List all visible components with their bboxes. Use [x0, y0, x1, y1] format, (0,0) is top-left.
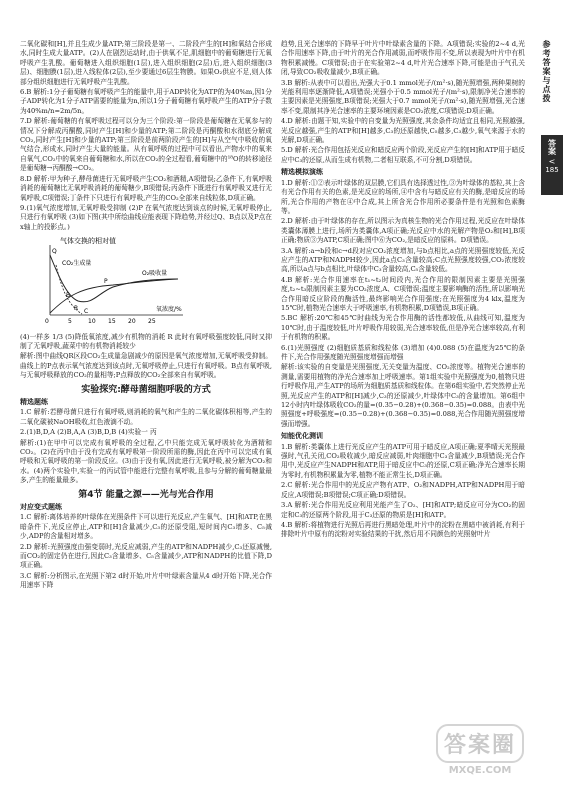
- watermark-text: 答案圈: [436, 724, 524, 763]
- point-q-label: Q: [52, 248, 57, 256]
- subsection-heading: 精选模拟演练: [281, 168, 323, 177]
- point-c-label: C: [84, 308, 89, 316]
- answer-paragraph: 4.B 解析:将植物进行光照后再进行黑暗处理,叶片中的淀粉在黑暗中被消耗,有利于排除叶片中原有的淀粉对实验结果的干扰,然后用不同颜色的光照射叶片: [281, 520, 525, 539]
- side-margin: [535, 0, 563, 791]
- answer-paragraph: 2.D 解析:光照强度由强变弱时,光反应减弱,产生的ATP和NADPH减少,C₃还原减慢,而CO₂的固定仍在进行,因此C₃含量增多、C₅含量减少,ATP和NADPH的比值下降,D项正确。: [20, 542, 272, 570]
- answer-paragraph: 解析:图中曲线QR区段CO₂生成量急剧减少的原因是氧气浓度增加,无氧呼吸受抑制。曲线上的P点表示氧气浓度达到该点时,无氧呼吸停止,只进行有氧呼吸。B点有氧呼吸,与无氧呼吸释放的CO₂的量相等;P点释放的CO₂全部来自有氧呼吸。: [20, 352, 272, 380]
- answer-paragraph: 9.(1)氧气浓度增加,无氧呼吸受抑制 (2)P 在氧气浓度达到该点的时候,无氧呼吸停止,只进行有氧呼吸 (3)如下图(其中所绘曲线应能表现下降趋势,并经过Q、B点以及P点在x轴上的投影点。): [20, 203, 272, 231]
- answer-paragraph: 1.B 解析:类囊体上进行光反应产生的ATP可用于暗反应,A项正确;夏季晴天光照最强时,气孔关闭,CO₂吸收减少,暗反应减弱,叶肉细胞中C₃含量减少,B项错误;光合作用中,光反应产生NADPH和ATP,用于暗反应中C₃的还原,C项正确;净光合速率长期为零时,有机物积累量为零,植物不能正常生长,D项正确。: [281, 442, 525, 479]
- answer-tab-label: 答案: [547, 139, 557, 155]
- point-p-label: P: [104, 278, 108, 286]
- origin-label: 0: [45, 318, 49, 326]
- left-column: [20, 40, 272, 592]
- answer-paragraph: 解析:(1)在甲中可以完成有氧呼吸的全过程,乙中只能完成无氧呼吸转化为酒精和CO₂。(2)在丙中由于没有完成有氧呼吸第一阶段所需的酶,因此在丙中可以完成有氧呼吸和无氧呼吸的第一阶段反应。(3)由于没有氧,因此进行无氧呼吸,被分解为CO₂和水。(4)两个实验中,实验一的丙试管中能进行完整有氧呼吸,且参与分解的葡萄糖量最多,产生的能量最多。: [20, 438, 272, 485]
- answer-paragraph: 2.C 解析:光合作用中的光反应产物有ATP、O₂和NADPH,ATP和NADPH用于暗反应,A项错误;B项错误;C项正确;D项错误。: [281, 481, 525, 499]
- answer-paragraph: 5.BC 解析:20℃和45℃时曲线为光合作用酶的活性都较低,从曲线可知,温度为10℃时,由于温度较低,叶片呼吸作用较弱,光合速率较低,但是净光合速率较高,有利于有机物的积累。: [281, 314, 525, 342]
- point-r-label: R: [74, 305, 79, 313]
- point-b-label: B: [66, 292, 71, 300]
- o2-label: O₂吸收量: [142, 270, 168, 278]
- answer-tab: [541, 135, 563, 195]
- section-heading: 第4节 能量之源——光与光合作用: [78, 489, 214, 500]
- answer-paragraph: 4.B 解析:光合作用速率在t₁~t₂时间段内,光合作用的限制因素主要是光照强度,t₂~t₃限制因素主要为CO₂浓度,A、C项错误;温度主要影响酶的活性,所以影响光合作用暗反应阶段的酶活性,最终影响光合作用强度;在光照强度为4 klx,温度为15℃时,植物光合速率大于呼吸速率,有机物积累,D项错误,B项正确。: [281, 275, 525, 312]
- answer-paragraph: 解析:该实验的自变量是光照强度,无关变量为温度、CO₂浓度等。植物光合速率的测量,需要用植物的净光合速率加上呼吸速率。第1组实验中光照强度为0,植物只进行呼吸作用,产生ATP的场所为细胞质基质和线粒体。在第6组实验中,若突然停止光照,光反应产生的ATP和[H]减少,C₃的还原减少,叶绿体中C₃的含量增加。第6组中12小时内叶绿体吸收CO₂的量=(0.35−0.28)+(0.368−0.35)=0.088。由表中光照强度+呼吸强度=(0.35−0.28)+(0.368−0.35)=0.088,光合作用随光照强度增强而增强。: [281, 363, 525, 428]
- right-column: [281, 40, 525, 541]
- page-number: 185: [545, 166, 559, 174]
- answer-paragraph: 3.A 解析:光合作用光反应利用光能产生了O₂、[H]和ATP;暗反应可分为CO₂的固定和C₃的还原两个阶段,用于C₃还原的物质是[H]和ATP。: [281, 501, 525, 519]
- subsection-heading: 精选题练: [20, 397, 48, 406]
- answer-paragraph: 1.C 解析:离体培养的叶绿体在光照条件下可以进行光反应,产生氧气、[H]和ATP,在黑暗条件下,光反应停止,ATP和[H]含量减少,C₃的还原受阻,短时间内C₃增多、C₅减少,ADP的含量相对增多。: [20, 513, 272, 541]
- subsection-heading: 知能优化测训: [281, 432, 323, 441]
- diagram-title: 气体交换的相对值: [60, 237, 116, 246]
- x-tick: 10: [88, 318, 96, 326]
- subsection-heading: 对应变式题练: [20, 503, 62, 512]
- answer-paragraph: 2.D 解析:由于叶绿体的存在,所以图示为真核生物的光合作用过程,光反应在叶绿体类囊体薄膜上进行,场所为类囊体,A项正确;光反应中水的光解产物是O₂和[H],B项正确;物质③为ATP,C项正确;图中⑥为CO₂,是暗反应的原料。D项错误。: [281, 217, 525, 245]
- answer-paragraph: 二氧化碳和[H],并且生成少量ATP;第三阶段是第一、二阶段产生的[H]和氧结合形成水,同时生成大量ATP。(2)人在剧烈运动时,由于供氧不足,肌细胞中的葡萄糖进行无氧呼吸产生乳酸。葡萄糖进入组织细胞(1层),进入组织细胞(2层)后,进入组织细胞(3层)、细胞膜(1层),进入线粒体(2层),至少要通过6层生物膜。如果O₂供应不足,则人体部分组织细胞进行无氧呼吸产生乳酸。: [20, 40, 272, 86]
- co2-label: CO₂生成量: [62, 260, 92, 268]
- gas-exchange-diagram: [38, 235, 188, 327]
- watermark-logo: [424, 724, 536, 782]
- section-heading: 实验探究:酵母菌细胞呼吸的方式: [81, 384, 211, 395]
- chevron-left-icon: <: [548, 157, 556, 166]
- answer-paragraph: 1.D 解析:①②表示叶绿体的双层膜,它们具有选择透过性,③为叶绿体的基粒,其上含有光合作用有关的色素,是光反应的场所,④中含有与暗反应有关的酶,是暗反应的场所,光合作用的产物在④中合成,其上所含光合作用所必要条件是有光照和色素酶等。: [281, 178, 525, 215]
- answer-paragraph: 2.(1)B,D,A (2)B,A,A (3)B,D,B (4)实验一 丙: [20, 428, 157, 437]
- x-tick: 5: [68, 318, 72, 326]
- answer-paragraph: (4)一样多 1/3 (5)降低氧浓度,减少有机物的消耗 R 此时有氧呼吸强度较低,同时又抑制了无氧呼吸,蔬菜中的有机物消耗较少: [20, 332, 272, 350]
- answer-paragraph: 趋势,且光合速率的下降早于叶片中叶绿素含量的下降。A项错误;实验的2~4 d,光合作用速率下降,由于叶片的光合作用减弱,而呼吸作用不变,所以表现为叶片中有机物积累减慢。C项错误;由于在实验第2~4 d,叶片光合速率下降,可能是由于气孔关闭,导致CO₂吸收量减少,B项正确。: [281, 40, 525, 77]
- answer-paragraph: 8.D 解析:甲为种子,酵母菌进行无氧呼吸产生CO₂和酒精,A项错误;乙条件下,有氧呼吸消耗的葡萄糖比无氧呼吸消耗的葡萄糖少,B项错误;丙条件下既进行有氧呼吸又进行无氧呼吸,C项错误;丁条件下只进行有氧呼吸,产生的CO₂全部来自线粒体,D项正确。: [20, 174, 272, 202]
- vertical-section-title: 参考答案与点拨: [542, 40, 551, 103]
- answer-paragraph: 3.A 解析:a→b段和c→d段对应CO₂浓度增加,与b点相比,a点的光照强度较低,光反应产生的ATP和NADPH较少,因此a点C₃含量较高;C点光照强度较强,CO₂浓度较高,所以a点与b点相比,叶绿体中C₃含量较高,C₅含量较低。: [281, 246, 525, 274]
- answer-paragraph: 6.B 解析:1分子葡萄糖有氧呼吸产生的能量中,用于ADP转化为ATP的为40%m,因1分子ADP转化为1分子ATP需要的能量为n,所以1分子葡萄糖有氧呼吸产生的ATP分子数为40%m/n=2m/5n。: [20, 88, 272, 115]
- answer-paragraph: 3.B 解析:从表中可以看出,光强大于0.1 mmol光子/(m²·s),随光照增强,两种果树的光能利用率逐渐降低,A项错误;光强小于0.5 mmol光子/(m²·s),限制净光合速率的主要因素是光照强度,B项错误;光强大于0.7 mmol光子/(m²·s),随光照增强,光合速率不变,限制其净光合速率的主要环境因素是CO₂浓度,C项错误;D项正确。: [281, 78, 525, 115]
- x-axis-label: 氧浓度/%: [156, 306, 182, 314]
- x-tick: 20: [128, 318, 136, 326]
- watermark-url: MXQE.COM: [448, 765, 512, 776]
- answer-paragraph: 5.D 解析:光合作用包括光反应和暗反应两个阶段,光反应产生的[H]和ATP用于暗反应中C₃的还原,从而生成有机物,二者相互联系,不可分割,D项错误。: [281, 146, 525, 164]
- answer-paragraph: 4.D 解析:由题干知,实验中的自变量为光照强度,其余条件均适宜且相同,光照越强,光反应越强,产生的ATP和[H]越多,C₃的还原越快,C₅越多,C₃越少,氧气来源于水的光解,D项正确。: [281, 117, 525, 145]
- answer-paragraph: 1.C 解析:若酵母菌只进行有氧呼吸,则消耗的氧气和产生的二氧化碳体积相等,产生的二氧化碳被NaOH吸收,红色液滴不动。: [20, 408, 272, 426]
- x-tick: 15: [108, 318, 116, 326]
- answer-paragraph: 3.C 解析:分析图示,在光照下第2 d时开始,叶片中叶绿素含量从4 d时开始下降,光合作用速率下降: [20, 571, 272, 590]
- answer-paragraph: 7.D 解析:葡萄糖的有氧呼吸过程可以分为三个阶段:第一阶段是葡萄糖在无氧参与的情况下分解成丙酮酸,同时产生[H]和少量的ATP;第二阶段是丙酮酸和水彻底分解成CO₂,同时产生[H]和少量的ATP;第三阶段是前两阶段产生的[H]与从空气中吸收的氧气结合,形成水,同时产生大量的能量。从有氧呼吸的过程中可以看出,产物水中的氧来自氧气,CO₂中的氧来自葡萄糖和水,所以在CO₂的全过程看,葡萄糖中的¹⁸O的转移途径是葡萄糖→丙酮酸→CO₂。: [20, 117, 272, 173]
- answer-paragraph: 6.(1)光照强度 (2)细胞质基质和线粒体 (3)增加 (4)0.088 (5)在温度为25℃的条件下,光合作用强度随光照强度增强而增强: [281, 343, 525, 361]
- x-tick: 25: [148, 318, 156, 326]
